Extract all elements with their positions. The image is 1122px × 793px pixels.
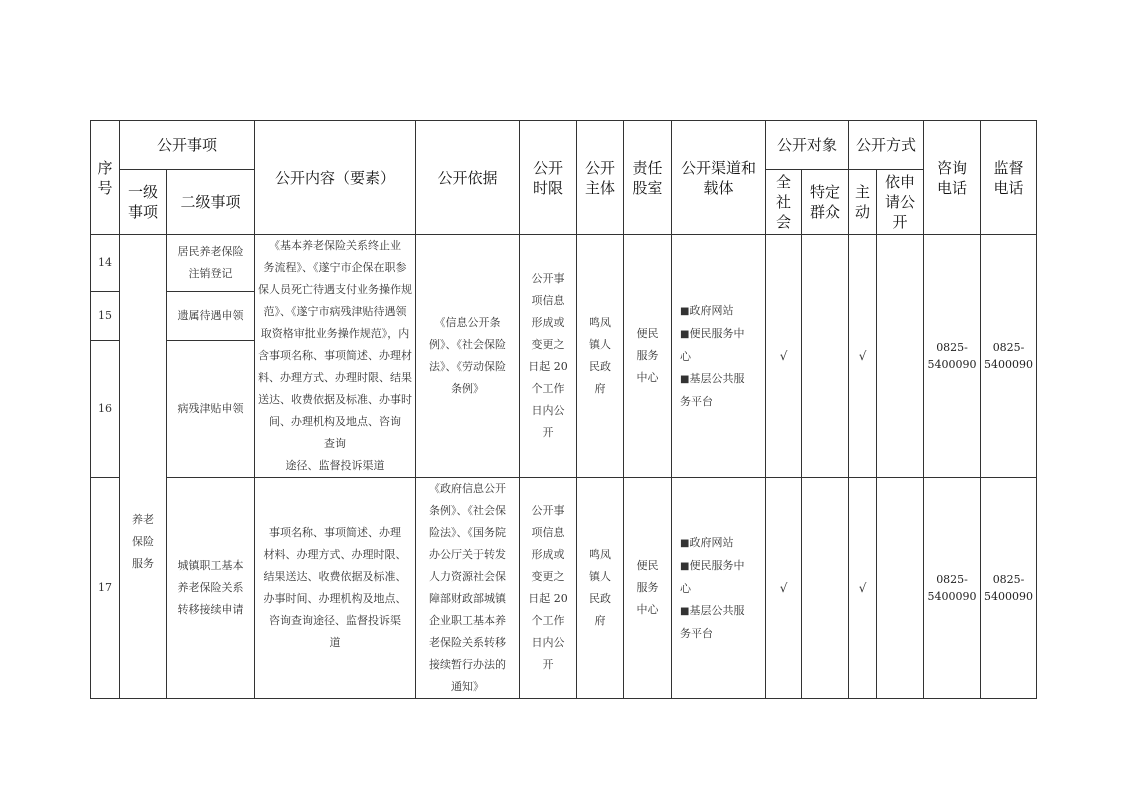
header-mode-active: 主 动 bbox=[849, 170, 877, 235]
header-item-group: 公开事项 bbox=[120, 121, 255, 170]
row-number: 15 bbox=[91, 292, 120, 341]
row-number: 16 bbox=[91, 341, 120, 478]
audience-specific-cell bbox=[802, 478, 849, 699]
row-number: 14 bbox=[91, 235, 120, 292]
consult-phone: 0825- 5400090 bbox=[924, 235, 981, 478]
header-consult-phone: 咨询 电话 bbox=[924, 121, 981, 235]
audience-all-check: √ bbox=[766, 235, 802, 478]
header-audience-specific: 特定 群众 bbox=[802, 170, 849, 235]
disclosure-table bbox=[90, 120, 1037, 699]
header-content: 公开内容（要素） bbox=[255, 121, 416, 235]
supervise-phone: 0825- 5400090 bbox=[981, 235, 1037, 478]
channel-item: ■政府网站 bbox=[680, 303, 734, 317]
square-bullet-icon: ■ bbox=[680, 328, 690, 340]
time-limit-cell: 公开事 项信息 形成或 变更之 日起 20 个工作 日内公 开 bbox=[520, 478, 577, 699]
header-channel: 公开渠道和 载体 bbox=[672, 121, 766, 235]
square-bullet-icon: ■ bbox=[680, 537, 690, 549]
mode-request-cell bbox=[877, 478, 924, 699]
level2-item: 病残津贴申领 bbox=[167, 341, 255, 478]
header-supervise-phone: 监督 电话 bbox=[981, 121, 1037, 235]
header-subject: 公开 主体 bbox=[577, 121, 624, 235]
content-cell: 事项名称、事项简述、办理 材料、办理方式、办理时限、 结果送达、收费依据及标准、 办事时间、办理机构及地点、 咨询查询途径、监督投诉渠 道 bbox=[255, 478, 416, 699]
square-bullet-icon: ■ bbox=[680, 305, 690, 317]
header-level2: 二级事项 bbox=[167, 170, 255, 235]
channel-item: ■政府网站 bbox=[680, 535, 734, 549]
table-row bbox=[91, 235, 1037, 292]
channel-item: ■便民服务中 心 bbox=[680, 558, 745, 595]
channel-item: ■基层公共服 务平台 bbox=[680, 603, 745, 640]
dept-cell: 便民 服务 中心 bbox=[624, 235, 672, 478]
time-limit-cell: 公开事 项信息 形成或 变更之 日起 20 个工作 日内公 开 bbox=[520, 235, 577, 478]
header-level1: 一级 事项 bbox=[120, 170, 167, 235]
subject-cell: 鸣凤 镇人 民政 府 bbox=[577, 235, 624, 478]
header-audience-all: 全 社 会 bbox=[766, 170, 802, 235]
square-bullet-icon: ■ bbox=[680, 560, 690, 572]
basis-cell: 《政府信息公开 条例》、《社会保 险法》、《国务院 办公厅关于转发 人力资源社会保 障部财政部城镇 企业职工基本养 老保险关系转移 接续暂行办法的 通知》 bbox=[416, 478, 520, 699]
basis-cell: 《信息公开条 例》、《社会保险 法》、《劳动保险 条例》 bbox=[416, 235, 520, 478]
square-bullet-icon: ■ bbox=[680, 373, 690, 385]
channel-item: ■便民服务中 心 bbox=[680, 326, 745, 363]
mode-active-check: √ bbox=[849, 478, 877, 699]
header-seq: 序 号 bbox=[91, 121, 120, 235]
mode-active-check: √ bbox=[849, 235, 877, 478]
supervise-phone: 0825- 5400090 bbox=[981, 478, 1037, 699]
mode-request-cell bbox=[877, 235, 924, 478]
header-time-limit: 公开 时限 bbox=[520, 121, 577, 235]
header-dept: 责任 股室 bbox=[624, 121, 672, 235]
channel-cell bbox=[672, 478, 766, 699]
level1-item: 养老 保险 服务 bbox=[120, 235, 167, 699]
level2-item: 城镇职工基本 养老保险关系 转移接续申请 bbox=[167, 478, 255, 699]
square-bullet-icon: ■ bbox=[680, 605, 690, 617]
row-number: 17 bbox=[91, 478, 120, 699]
header-audience-group: 公开对象 bbox=[766, 121, 849, 170]
consult-phone: 0825- 5400090 bbox=[924, 478, 981, 699]
subject-cell: 鸣凤 镇人 民政 府 bbox=[577, 478, 624, 699]
header-mode-request: 依申 请公 开 bbox=[877, 170, 924, 235]
level2-item: 居民养老保险 注销登记 bbox=[167, 235, 255, 292]
header-basis: 公开依据 bbox=[416, 121, 520, 235]
audience-specific-cell bbox=[802, 235, 849, 478]
content-cell: 《基本养老保险关系终止业 务流程》、《遂宁市企保在职参 保人员死亡待遇支付业务操作规 范》、《遂宁市病残津贴待遇领 取资格审批业务操作规范》，内 含事项名称、事项简述、办理材 料、办理方式、办理时限、结果 送达、收费依据及标准、办事时 间、办理机构及地点、咨询 查询 途径、监督投诉渠道 bbox=[255, 235, 416, 478]
dept-cell: 便民 服务 中心 bbox=[624, 478, 672, 699]
channel-item: ■基层公共服 务平台 bbox=[680, 371, 745, 408]
level2-item: 遗属待遇申领 bbox=[167, 292, 255, 341]
header-mode-group: 公开方式 bbox=[849, 121, 924, 170]
channel-cell bbox=[672, 235, 766, 478]
table-row bbox=[91, 478, 1037, 699]
audience-all-check: √ bbox=[766, 478, 802, 699]
